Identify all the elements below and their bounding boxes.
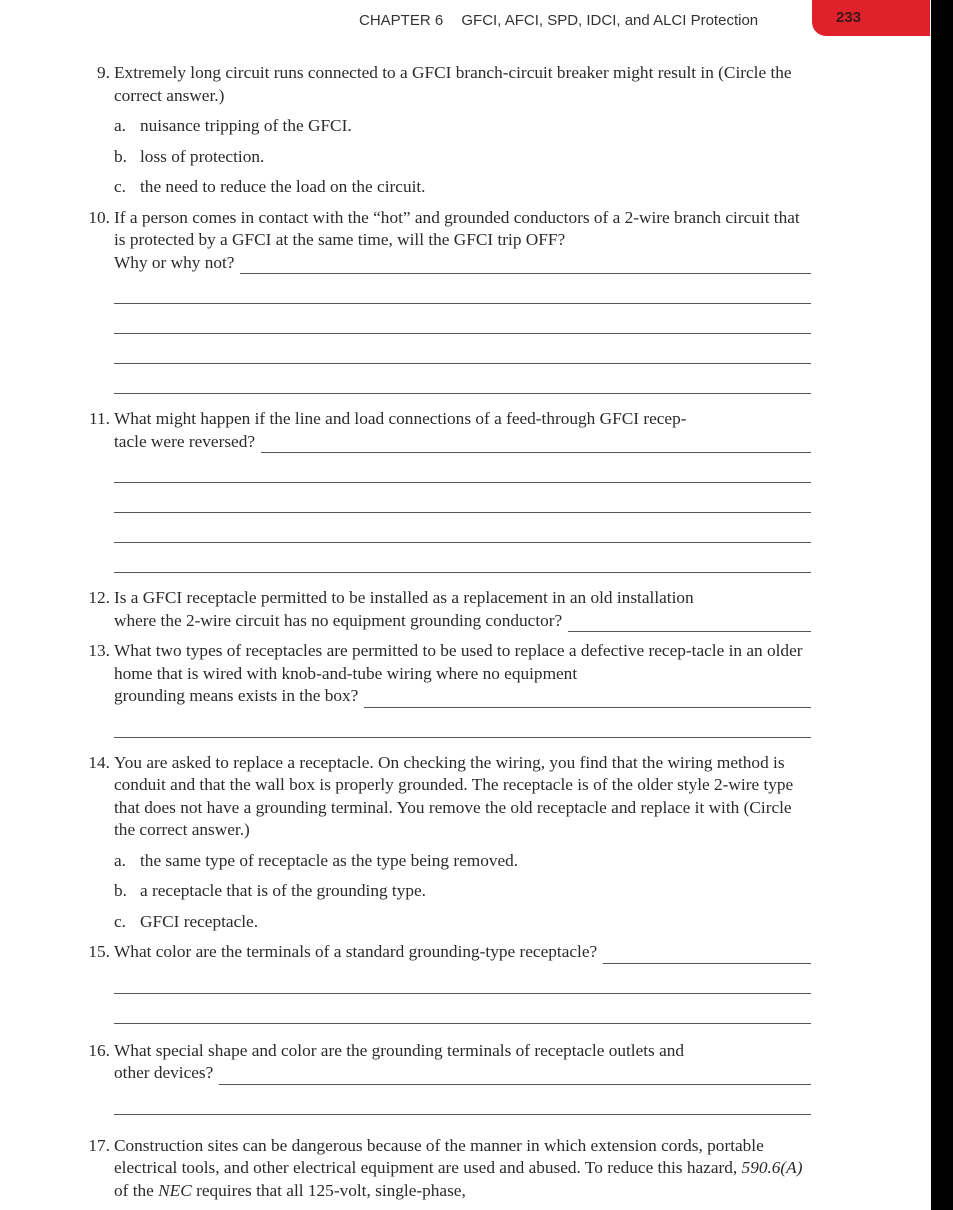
question-10 — [78, 207, 811, 395]
question-number: 13. — [88, 641, 110, 660]
question-16 — [78, 1040, 811, 1115]
answer-line[interactable] — [114, 543, 811, 573]
question-prompt: Why or why not? — [114, 252, 235, 272]
option-b[interactable] — [114, 880, 811, 903]
question-number: 12. — [88, 588, 110, 607]
answer-line[interactable] — [114, 483, 811, 513]
option-a[interactable] — [114, 850, 811, 873]
answer-line[interactable] — [114, 964, 811, 994]
question-text: What special shape and color are the grounding terminals of receptacle outlets and — [114, 1040, 685, 1060]
answer-line[interactable] — [114, 364, 811, 394]
question-text-part: Construction sites can be dangerous because of the manner in which extension cords, portable electrical tools, and other electrical equipment are used and abused. To reduce this hazard, — [114, 1135, 764, 1177]
option-b[interactable] — [114, 146, 811, 169]
option-text: nuisance tripping of the GFCI. — [140, 116, 352, 135]
question-text-part: of the — [114, 1180, 154, 1200]
answer-line[interactable] — [114, 453, 811, 483]
option-text: GFCI receptacle. — [140, 911, 259, 931]
question-number: 10. — [88, 207, 110, 227]
question-14 — [78, 752, 811, 934]
question-text: Extremely long circuit runs connected to a GFCI branch-circuit breaker might result in (Circle the correct answer.) — [114, 63, 792, 105]
answer-blank[interactable] — [219, 1068, 811, 1085]
running-header — [359, 12, 758, 29]
option-letter: b. — [114, 881, 127, 900]
question-prompt: other devices? — [114, 1063, 214, 1082]
answer-blank[interactable] — [603, 947, 811, 964]
answer-line[interactable] — [114, 304, 811, 334]
code-name-ref: NEC — [158, 1180, 192, 1200]
question-12 — [78, 587, 811, 632]
question-9 — [78, 62, 811, 199]
answer-line[interactable] — [114, 994, 811, 1024]
answer-blank[interactable] — [364, 691, 811, 708]
question-11 — [78, 408, 811, 573]
question-number: 11. — [89, 409, 110, 428]
question-text: What might happen if the line and load connections of a feed-through GFCI recep- — [114, 409, 687, 428]
answer-line[interactable] — [114, 513, 811, 543]
code-section-ref: 590.6(A) — [741, 1158, 803, 1177]
question-number: 16. — [88, 1040, 110, 1060]
option-text: the need to reduce the load on the circuit. — [140, 177, 426, 196]
option-c[interactable] — [114, 911, 811, 934]
option-letter: c. — [114, 911, 126, 931]
option-c[interactable] — [114, 176, 811, 199]
answer-blank[interactable] — [261, 436, 811, 453]
question-number: 17. — [88, 1135, 110, 1155]
option-text: the same type of receptacle as the type being removed. — [140, 850, 519, 870]
answer-line[interactable] — [114, 334, 811, 364]
option-a[interactable] — [114, 115, 811, 138]
question-number: 14. — [88, 752, 110, 772]
question-text: If a person comes in contact with the “hot” and grounded conductors of a 2-wire branch circuit that is protected by a GFCI at the same time, will the GFCI trip OFF? — [114, 207, 800, 249]
option-letter: b. — [114, 146, 127, 166]
question-text: Is a GFCI receptacle permitted to be installed as a replacement in an old installation — [114, 588, 694, 607]
answer-line[interactable] — [114, 1085, 811, 1115]
scan-edge — [931, 0, 953, 1210]
question-text: What two types of receptacles are permitted to be used to replace a defective recep-tacle in an older home that is wired with knob-and-tube wiring where no equipment — [114, 641, 803, 683]
option-text: a receptacle that is of the grounding type. — [140, 881, 426, 900]
option-letter: c. — [114, 177, 126, 196]
question-prompt: where the 2-wire circuit has no equipment grounding conductor? — [114, 610, 563, 630]
question-prompt: What color are the terminals of a standard grounding-type receptacle? — [114, 942, 598, 961]
question-number: 9. — [97, 63, 110, 82]
page-number: 233 — [836, 9, 862, 26]
option-letter: a. — [114, 116, 126, 135]
question-text-part: requires that all 125-volt, single-phase, — [196, 1180, 466, 1200]
question-text — [114, 1135, 811, 1203]
page-number-tab — [812, 0, 930, 36]
question-15 — [78, 941, 811, 1024]
answer-line[interactable] — [114, 274, 811, 304]
answer-line[interactable] — [114, 708, 811, 738]
answer-blank[interactable] — [240, 257, 811, 274]
question-list — [78, 62, 811, 1210]
question-text: You are asked to replace a receptacle. On checking the wiring, you find that the wiring method is conduit and that the wall box is properly grounded. The receptacle is of the older style 2-wire type that does not have a grounding terminal. You remove the old receptacle and replace it with (Circle the correct answer.) — [114, 752, 794, 839]
question-number: 15. — [88, 942, 110, 961]
chapter-title: GFCI, AFCI, SPD, IDCI, and ALCI Protection — [461, 12, 759, 29]
option-letter: a. — [114, 850, 126, 870]
question-prompt: tacle were reversed? — [114, 431, 256, 451]
option-text: loss of protection. — [140, 146, 265, 166]
answer-blank[interactable] — [568, 615, 811, 632]
question-13 — [78, 640, 811, 738]
question-17 — [78, 1135, 811, 1203]
chapter-label: CHAPTER 6 — [359, 12, 444, 29]
question-prompt: grounding means exists in the box? — [114, 686, 359, 705]
